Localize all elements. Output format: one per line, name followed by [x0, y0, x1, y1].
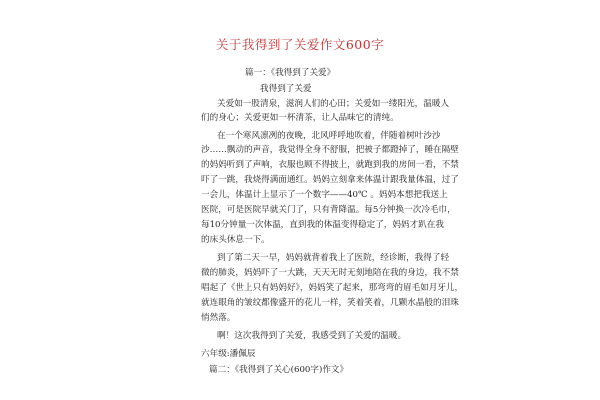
- paragraph-line: 沙……飘动的声音，我觉得全身不舒服，把被子都蹬掉了，睡在隔壁: [201, 145, 459, 155]
- paragraph-line: 的妈妈听到了声响，衣服也顾不得披上，就跑到我的房间一看，不禁: [201, 160, 459, 170]
- essay-title: 我得到了关爱: [260, 84, 312, 94]
- paragraph-line: 微的肺炎，妈妈吓了一大跳，天天无时无刻地陪在我的身边，我不禁: [201, 268, 459, 278]
- paragraph-line: 吓了一跳，我烧得满面通红。妈妈立刻拿来体温计跟我量体温，过了: [201, 175, 459, 185]
- paragraph-line: 悄然落。: [201, 313, 236, 323]
- section-heading: 篇一：《我得到了关爱》: [245, 68, 336, 78]
- paragraph-line: 每10分钟量一次体温，直到我的体温变得稳定了，妈妈才趴在我: [201, 220, 444, 230]
- paragraph-line: 关爱如一股清泉，滋润人们的心田；关爱如一缕阳光，温暖人: [217, 99, 450, 109]
- paragraph-line: 的床头休息一下。: [201, 235, 270, 245]
- author-line: 六年级:潘佩辰: [201, 349, 256, 359]
- section-heading: 篇二：《我得到了关心(600字)作文》: [209, 365, 349, 375]
- paragraph-line: 啊！这次我得到了关爱，我感受到了关爱的温暖。: [217, 331, 407, 341]
- paragraph-line: 就连眼角的皱纹都像盛开的花儿一样，笑着笑着，几颗水晶般的泪珠: [201, 298, 459, 308]
- paragraph-line: 一会儿，体温计上显示了一个数字——40℃ 。妈妈本想把我送上: [201, 190, 448, 200]
- document-title: 关于我得到了关爱作文600字: [215, 37, 385, 52]
- paragraph-line: 到了第二天一早，妈妈就背着我上了医院，经诊断，我得了轻: [217, 253, 450, 263]
- paragraph-line: 在一个寒风凛冽的夜晚，北风呼呼地吹着，伴随着树叶沙沙: [217, 131, 441, 141]
- paragraph-line: 们的身心；关爱更如一杯清茶，让人品味它的清纯。: [201, 113, 399, 123]
- paragraph-line: 唱起了《世上只有妈妈好》，妈妈笑了起来，那弯弯的眉毛如月牙儿，: [201, 283, 464, 293]
- paragraph-line: 医院，可是医院早就关门了，只有背降温。每5分钟换一次冷毛巾，: [201, 205, 456, 215]
